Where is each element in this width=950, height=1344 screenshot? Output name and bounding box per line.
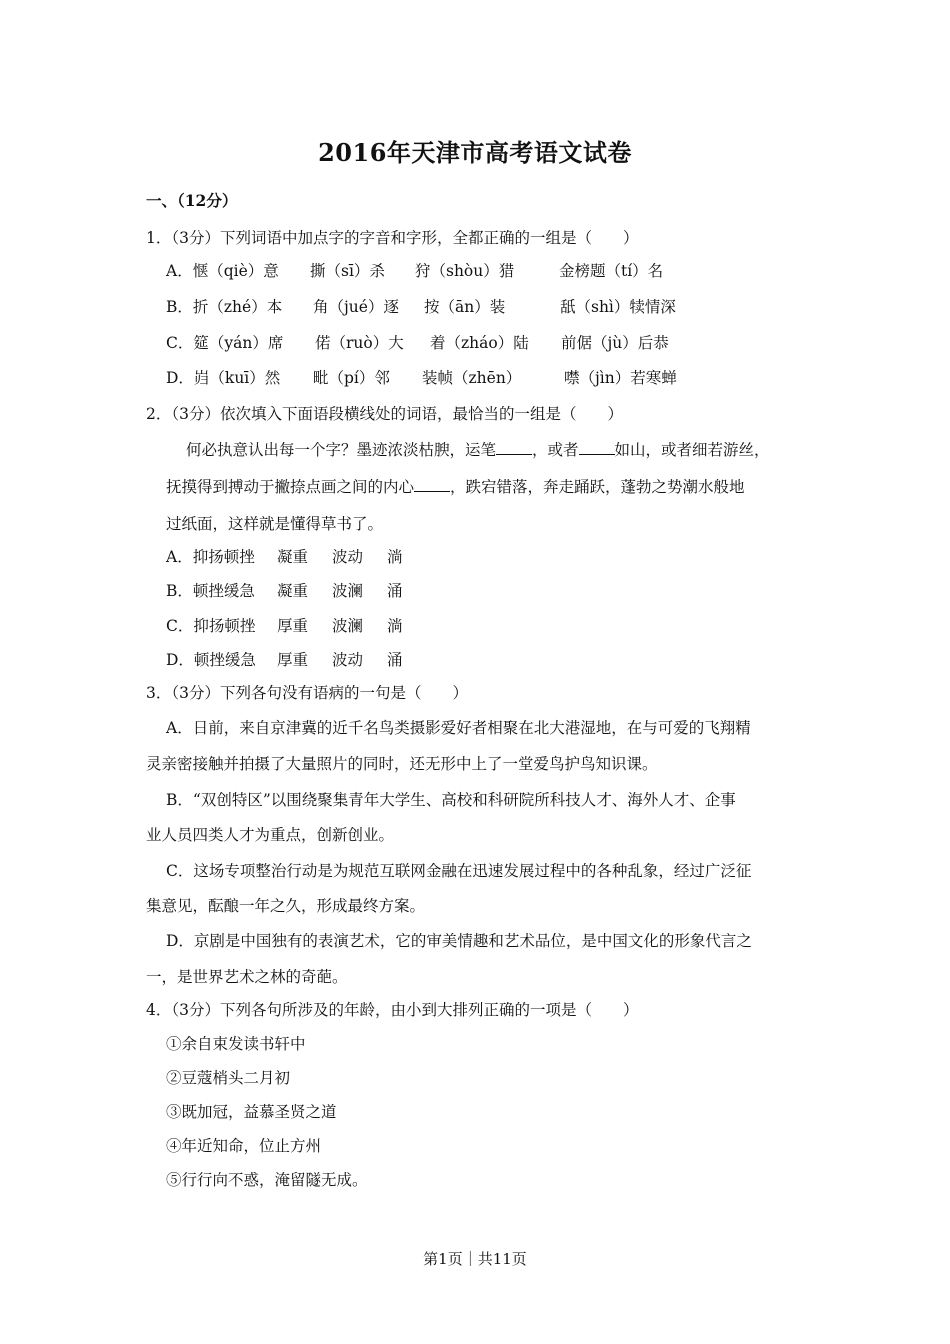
question-2-stem: 2．（3分）依次填入下面语段横线处的词语，最恰当的一组是（ ） [146, 405, 623, 423]
question-3-option-d-line-1: D．京剧是中国独有的表演艺术，它的审美情趣和艺术品位，是中国文化的形象代言之 [166, 932, 752, 950]
page-title: 2016年天津市高考语文试卷 [318, 138, 632, 167]
question-3-option-a-line-1: A．日前，来自京津冀的近千名鸟类摄影爱好者相聚在北大港湿地，在与可爱的飞翔精 [166, 719, 751, 737]
question-1-stem: 1．（3分）下列词语中加点字的字音和字形，全都正确的一组是（ ） [146, 229, 639, 247]
question-3-option-c-line-2: 集意见，酝酿一年之久，形成最终方案。 [146, 897, 426, 915]
question-2-passage-line-2: 抚摸得到搏动于撇捺点画之间的内心 ，跌宕错落，奔走踊跃，蓬勃之势潮水般地 [166, 478, 745, 496]
question-4-item: ⑤行行向不惑，淹留隧无成。 [166, 1171, 368, 1189]
question-4-item: ③既加冠，益慕圣贤之道 [166, 1103, 337, 1121]
question-3-option-d-line-2: 一，是世界艺术之林的奇葩。 [146, 968, 348, 986]
question-4-item: ①余自束发读书轩中 [166, 1035, 306, 1053]
question-1-option-b: B．折（zhé）本 角（jué）逐 按（ān）装 舐（shì）犊情深 [166, 298, 676, 316]
question-3-option-b-line-2: 业人员四类人才为重点，创新创业。 [146, 826, 395, 844]
fill-blank-2 [579, 440, 615, 455]
fill-blank-3 [414, 477, 450, 492]
question-2-option-d: D．顿挫缓急 厚重 波动 涌 [166, 651, 403, 669]
question-2-option-a: A．抑扬顿挫 凝重 波动 淌 [166, 548, 403, 566]
question-2-passage-line-3: 过纸面，这样就是懂得草书了。 [166, 515, 384, 533]
page-footer: 第1页｜共11页 [423, 1250, 527, 1268]
question-3-option-a-line-2: 灵亲密接触并拍摄了大量照片的同时，还无形中上了一堂爱鸟护鸟知识课。 [146, 755, 658, 773]
question-3-stem: 3．（3分）下列各句没有语病的一句是（ ） [146, 684, 468, 702]
question-4-stem: 4．（3分）下列各句所涉及的年龄，由小到大排列正确的一项是（ ） [146, 1001, 639, 1019]
question-4-item: ④年近知命，位止方州 [166, 1137, 322, 1155]
question-3-option-c-line-1: C．这场专项整治行动是为规范互联网金融在迅速发展过程中的各种乱象，经过广泛征 [166, 862, 752, 880]
question-2-option-c: C．抑扬顿挫 厚重 波澜 淌 [166, 617, 403, 635]
question-4-item: ②豆蔻梢头二月初 [166, 1069, 291, 1087]
question-2-passage-line-1: 何必执意认出每一个字？墨迹浓淡枯腴，运笔 ，或者 如山，或者细若游丝， [186, 441, 770, 459]
question-1-option-d: D．岿（kuī）然 毗（pí）邻 装帧（zhēn） 噤（jìn）若寒蝉 [166, 369, 677, 387]
question-3-option-b-line-1: B．“双创特区”以围绕聚集青年大学生、高校和科研院所科技人才、海外人才、企事 [166, 791, 736, 809]
fill-blank-1 [496, 440, 532, 455]
question-1-option-c: C．筵（yán）席 偌（ruò）大 着（zháo）陆 前倨（jù）后恭 [166, 334, 669, 352]
section-heading: 一、（12分） [146, 191, 238, 210]
question-2-option-b: B．顿挫缓急 凝重 波澜 涌 [166, 582, 403, 600]
question-1-option-a: A．惬（qiè）意 撕（sī）杀 狩（shòu）猎 金榜题（tí）名 [166, 262, 664, 280]
